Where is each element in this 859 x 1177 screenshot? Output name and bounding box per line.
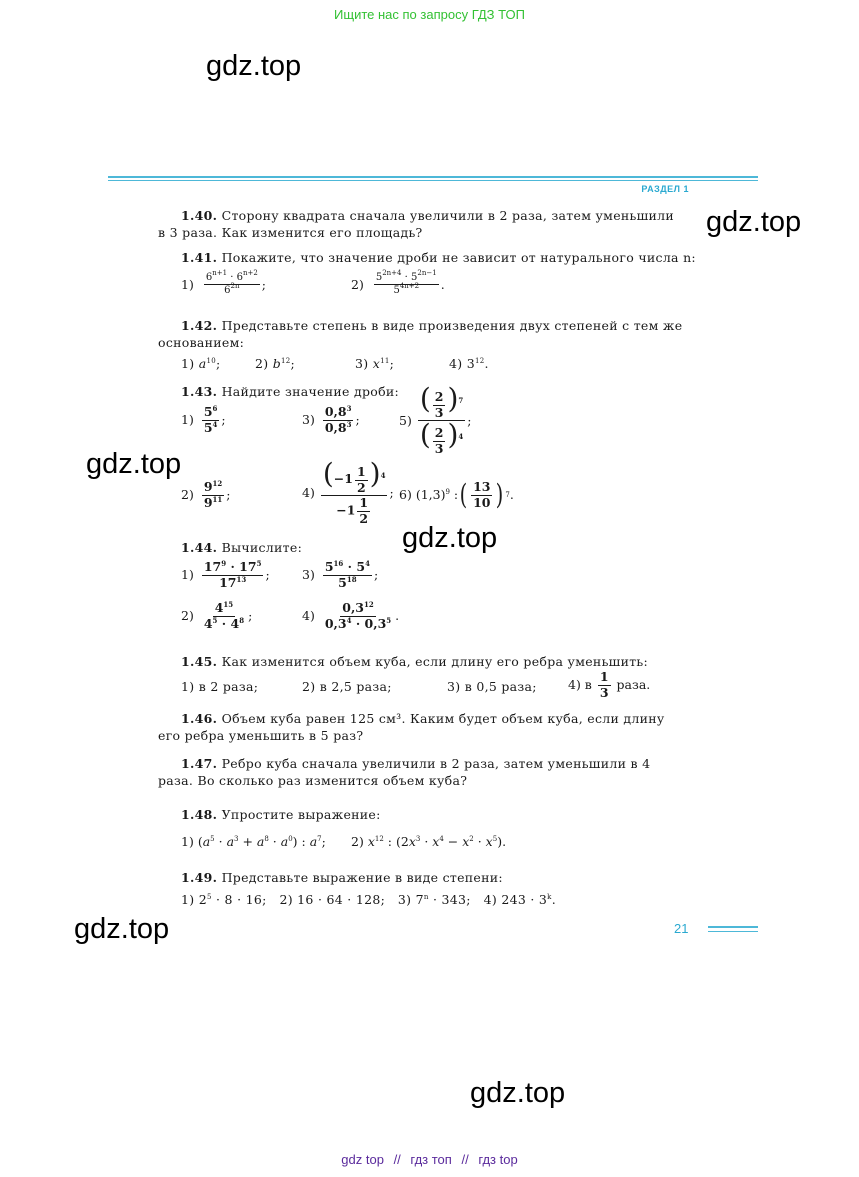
problem-1-47-line2: раза. Во сколько раз изменится объем куба? xyxy=(158,773,468,788)
problem-1-42-line1 xyxy=(181,317,682,334)
watermark: gdz.top xyxy=(86,448,182,480)
problem-1-42-line2: основанием: xyxy=(158,335,245,350)
problem-text: Представьте степень в виде произведения двух степеней с тем же xyxy=(221,318,683,333)
header-rule xyxy=(108,176,758,178)
problem-number: 1.49. xyxy=(181,870,218,885)
item-label: 2) xyxy=(351,276,364,292)
problem-1-43-item6: 6) $(1,3)^9$ : ( $\frac{13}{10}$ ) 7 . xyxy=(399,477,514,511)
problem-1-45-a2: 2) в 2,5 раза; xyxy=(302,679,392,694)
watermark: gdz.top xyxy=(402,522,498,554)
problem-1-44-item4: 4) $\frac{0,3^{12}}{0,3^4 \cdot 0,3^5}$ . xyxy=(302,600,400,631)
fraction: $\frac{5^{2n+4} \cdot 5^{2n-1}}{5^{4n+2}}$ xyxy=(375,269,437,296)
problem-1-43-line1 xyxy=(181,383,399,400)
problem-1-44-line1 xyxy=(181,539,302,556)
fraction: $\frac{6^{n+1} \cdot 6^{n+2}}{6^{2n}}$ xyxy=(205,269,258,296)
problem-1-46-line1 xyxy=(181,710,665,727)
problem-1-45-a4: 4) в $\frac{1}{3}$ раза. xyxy=(568,669,651,700)
problem-1-41-line1 xyxy=(181,249,696,266)
problem-1-42-item4: 4) $3^{12}$. xyxy=(449,356,489,371)
problem-text: Покажите, что значение дроби не зависит от натурального числа n: xyxy=(221,250,696,265)
problem-1-49-items: 1) $2^5 \cdot 8 \cdot 16$; 2) 16 · 64 · 128; 3) $7^n \cdot 343$; 4) $243 \cdot 3^k$. xyxy=(181,892,556,907)
problem-number: 1.48. xyxy=(181,807,218,822)
problem-1-41-item1: 1) $\frac{6^{n+1} \cdot 6^{n+2}}{6^{2n}}$ ; xyxy=(181,269,266,296)
footer-link[interactable]: gdz top xyxy=(341,1152,384,1167)
problem-1-48-line1 xyxy=(181,806,381,823)
problem-1-42-item2: 2) $b^{12}$; xyxy=(255,356,296,371)
problem-1-49-line1 xyxy=(181,869,503,886)
problem-number: 1.43. xyxy=(181,384,218,399)
fraction: $\frac{1}{3}$ xyxy=(599,669,609,700)
watermark: gdz.top xyxy=(74,913,170,945)
problem-1-42-item1: 1) $a^{10}$; xyxy=(181,356,221,371)
problem-1-45-a1: 1) в 2 раза; xyxy=(181,679,259,694)
problem-1-43-item4: 4) (−1 $\frac{1}{2}$ )$^4$ −1 $\frac{1}{2}$ ; xyxy=(302,457,394,526)
problem-1-43-item3: 3) $\frac{0,8^3}{0,8^3}$ ; xyxy=(302,404,360,435)
problem-1-41-item2: 2) $\frac{5^{2n+4} \cdot 5^{2n-1}}{5^{4n+2}}$ . xyxy=(351,269,445,296)
problem-1-46-line2: его ребра уменьшить в 5 раз? xyxy=(158,728,364,743)
fraction: $\frac{5^{16} \cdot 5^4}{5^{18}}$ xyxy=(324,559,370,590)
problem-1-48-item1: 1) $(a^5 \cdot a^3 + a^8 \cdot a^0)$ : $a^7$; xyxy=(181,834,326,849)
problem-1-42-item3: 3) $x^{11}$; xyxy=(355,356,395,371)
problem-text: Упростите выражение: xyxy=(221,807,381,822)
problem-number: 1.42. xyxy=(181,318,218,333)
page-number: 21 xyxy=(674,921,689,936)
problem-text: Как изменится объем куба, если длину его ребра уменьшить: xyxy=(221,654,649,669)
problem-text: Представьте выражение в виде степени: xyxy=(221,870,503,885)
problem-number: 1.44. xyxy=(181,540,218,555)
fraction: ( $\frac{2}{3}$ )$^7$ ( $\frac{2}{3}$ )$^4$ xyxy=(419,382,464,456)
watermark: gdz.top xyxy=(470,1077,566,1109)
problem-1-45-a3: 3) в 0,5 раза; xyxy=(447,679,537,694)
problem-number: 1.46. xyxy=(181,711,218,726)
search-banner[interactable]: Ищите нас по запросу ГДЗ ТОП xyxy=(334,7,525,22)
footer-link[interactable]: гдз top xyxy=(478,1152,518,1167)
problem-text: Найдите значение дроби: xyxy=(221,384,400,399)
problem-1-47-line1 xyxy=(181,755,650,772)
footer-separator: // xyxy=(393,1152,401,1167)
problem-1-43-item2: 2) $\frac{9^{12}}{9^{11}}$ ; xyxy=(181,479,231,510)
problem-1-40-line1 xyxy=(181,207,674,224)
fraction: $\frac{4^{15}}{4^5 \cdot 4^8}$ xyxy=(203,600,245,631)
footer-links xyxy=(0,1152,859,1167)
header-rule-thin xyxy=(108,180,758,181)
problem-text: Вычислите: xyxy=(221,540,303,555)
problem-1-43-item5: 5) ( $\frac{2}{3}$ )$^7$ ( $\frac{2}{3}$ )$^4$ ; xyxy=(399,382,472,456)
problem-1-48-item2: 2) $x^{12}$ : $(2x^3 \cdot x^4 - x^2 \cdot x^5)$. xyxy=(351,834,507,849)
footer-rule-thin xyxy=(708,931,758,932)
section-label: РАЗДЕЛ 1 xyxy=(641,184,689,194)
footer-link[interactable]: гдз топ xyxy=(410,1152,452,1167)
problem-1-45-line1 xyxy=(181,653,648,670)
problem-number: 1.45. xyxy=(181,654,218,669)
item-label: 1) xyxy=(181,276,194,292)
fraction: (−1 $\frac{1}{2}$ )$^4$ −1 $\frac{1}{2}$ xyxy=(322,457,386,526)
fraction: $\frac{0,8^3}{0,8^3}$ xyxy=(324,404,352,435)
problem-text: Ребро куба сначала увеличили в 2 раза, затем уменьшили в 4 xyxy=(221,756,651,771)
watermark: gdz.top xyxy=(706,206,802,238)
footer-rule xyxy=(708,926,758,928)
fraction: $\frac{17^9 \cdot 17^5}{17^{13}}$ xyxy=(203,559,262,590)
problem-text: Объем куба равен 125 см³. Каким будет объем куба, если длину xyxy=(221,711,665,726)
problem-number: 1.40. xyxy=(181,208,218,223)
problem-1-43-item1: 1) $\frac{5^6}{5^4}$ ; xyxy=(181,404,226,435)
fraction: $\frac{5^6}{5^4}$ xyxy=(203,404,218,435)
footer-separator: // xyxy=(461,1152,469,1167)
problem-number: 1.41. xyxy=(181,250,218,265)
watermark: gdz.top xyxy=(206,50,302,82)
problem-number: 1.47. xyxy=(181,756,218,771)
problem-1-44-item2: 2) $\frac{4^{15}}{4^5 \cdot 4^8}$ ; xyxy=(181,600,253,631)
fraction: $\frac{0,3^{12}}{0,3^4 \cdot 0,3^5}$ xyxy=(324,600,392,631)
fraction: $\frac{9^{12}}{9^{11}}$ xyxy=(203,479,223,510)
problem-text: Сторону квадрата сначала увеличили в 2 раза, затем уменьшили xyxy=(221,208,675,223)
problem-1-44-item1: 1) $\frac{17^9 \cdot 17^5}{17^{13}}$ ; xyxy=(181,559,270,590)
problem-1-44-item3: 3) $\frac{5^{16} \cdot 5^4}{5^{18}}$ ; xyxy=(302,559,379,590)
problem-1-40-line2: в 3 раза. Как изменится его площадь? xyxy=(158,225,423,240)
